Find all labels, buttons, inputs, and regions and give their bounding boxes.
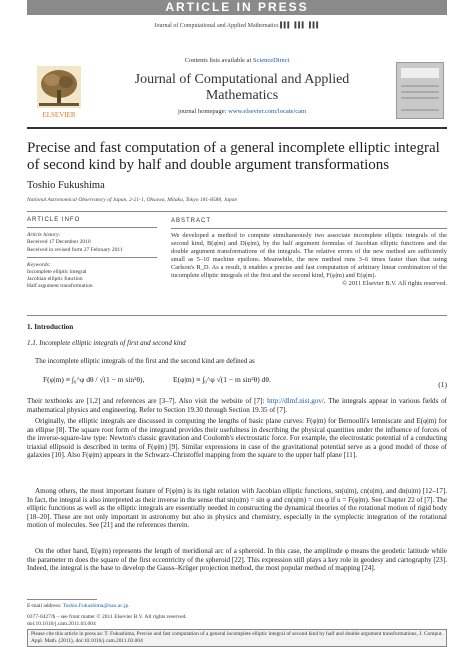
keyword-item: Jacobian elliptic function — [27, 276, 83, 283]
keyword-item: Incomplete elliptic integral — [27, 269, 87, 276]
barcode-icon: ▌▌▌ ▌▌▌ ▌▌▌ — [280, 22, 320, 29]
author-email-footnote — [27, 603, 130, 609]
received-date: Received 17 December 2010 — [27, 239, 91, 246]
body-paragraph: Originally, the elliptic integrals are discussed in computing the lengths of basic plane curves: F(φ|m) for Bernoulli's lemniscate and E(φ|m) for an ellipse [8]. The square root form of the integrand provides their usefulness in describing the physical quantities under the influence of forces of the inverse-square-law type: Newton's classic gravitation and Coulomb's electrostatic force. For example, the electrostatic potential of a conducting triaxial ellipsoid is described in terms of F(φ|m) [9]. Similar expressions in case of the gravitational potential serve as a good model of those of galaxies [10]. Also F(φ|m) appears in the Schwarz–Christoffel mapping from the square to the upper half plane [11]. — [27, 417, 447, 460]
homepage-link[interactable]: www.elsevier.com/locate/cam — [228, 108, 307, 115]
email-label: E-mail address: — [27, 603, 62, 609]
section-heading-introduction: 1. Introduction — [27, 323, 74, 331]
email-link[interactable]: Toshio.Fukushima@nao.ac.jp. — [62, 603, 130, 609]
article-in-press-banner: ARTICLE IN PRESS — [27, 0, 447, 15]
publication-info — [27, 614, 187, 628]
paragraph-text: . The integrals appear in various fields of mathematical physics and engineering. Refer to Section 19.30 through Section 19.35 of [7]. — [27, 397, 447, 414]
sciencedirect-link[interactable]: ScienceDirect — [252, 57, 290, 64]
header-divider — [27, 127, 447, 129]
body-paragraph — [27, 397, 447, 414]
paragraph-text: Their textbooks are [1,2] and references are [3–7]. Also visit the website of [7]: — [27, 397, 265, 405]
journal-header — [27, 57, 447, 120]
subsection-heading: 1.1. Incomplete elliptic integrals of first and second kind — [27, 339, 186, 347]
author-name: Toshio Fukushima — [27, 180, 105, 191]
equation-first-kind: F(φ|m) ≡ ∫₀^φ dθ / √(1 − m sin²θ), — [43, 375, 145, 384]
issn-line: 0377-0427/$ – see front matter © 2011 Elsevier B.V. All rights reserved. — [27, 614, 187, 620]
history-label: Article history: — [27, 232, 61, 239]
divider — [27, 315, 447, 316]
abstract-heading: ABSTRACT — [171, 218, 212, 224]
equation-second-kind: E(φ|m) ≡ ∫₀^φ √(1 − m sin²θ) dθ. — [173, 375, 271, 384]
intro-lead-paragraph: The incomplete elliptic integrals of the first and the second kind are defined as — [35, 357, 255, 365]
equation-1 — [27, 372, 447, 394]
doi-line[interactable]: doi:10.1016/j.cam.2011.03.004 — [27, 621, 96, 627]
citation-text: Please cite this article in press as: T. Fukushima, Precise and fast computation of a general incomplete elliptic integral of second kind by half and double argument transformations, J. Comput. Appl. Math. (2011), — [31, 631, 443, 644]
keywords-label: Keywords: — [27, 261, 51, 268]
journal-title[interactable]: Journal of Computational and Applied Mathematics — [134, 72, 350, 103]
homepage-prefix: journal homepage: — [177, 108, 227, 115]
body-paragraph: On the other hand, E(φ|m) represents the length of meridional arc of a spheroid. In this case, the amplitude φ means the geodetic latitude while the parameter m does the square of the first eccentricity of the spheroid [22]. This expression still plays a key role in geodesy and cartography [23]. Indeed, the integral is the base to develop the Gauss–Krüger projection method, the most popular method of mapping [24]. — [27, 547, 447, 573]
running-journal-name: Journal of Computational and Applied Mathematics — [154, 23, 279, 29]
journal-cover-thumbnail — [396, 62, 444, 119]
contents-prefix: Contents lists available at — [184, 57, 252, 64]
abstract-copyright: © 2011 Elsevier B.V. All rights reserved. — [342, 280, 447, 287]
elsevier-tree-logo — [31, 64, 87, 120]
keyword-item: Half argument transformation — [27, 283, 93, 290]
article-info-heading: ARTICLE INFO — [27, 217, 81, 223]
dlmf-link[interactable]: http://dlmf.nist.gov/ — [267, 397, 324, 405]
paper-title: Precise and fast computation of a general incomplete elliptic integral of second kind by half and double argument transformations — [27, 140, 440, 173]
contents-line — [27, 57, 447, 64]
revised-date: Received in revised form 27 February 2011 — [27, 246, 123, 253]
citation-box — [27, 629, 447, 647]
abstract-text: We developed a method to compute simultaneously two associate incomplete elliptic integrals of the second kind, B(φ|m) and D(φ|m), by the half argument formulas of Jacobian elliptic functions and the double argument transformations of the integrals. The relative errors of the new method are sufficiently small as 5–10 machine epsilons. Meanwhile, the new method runs 3–6 times faster than that using Carlson's R_D. As a result, it enables a precise and fast computation of arbitrary linear combination of the incomplete elliptic integrals of the first and the second kind, F(φ|m) and E(φ|m). — [171, 232, 447, 279]
publisher-name: ELSEVIER — [42, 111, 76, 119]
body-paragraph: Among others, the most important feature of F(φ|m) is its tight relation with Jacobian elliptic functions, sn(u|m), cn(u|m), and dn(u|m) [12–17]. In fact, the integral is also interpreted as their inverse in the sense that sn(u|m) = sin φ and cn(u|m) = cos φ if u = F(φ|m). See Chapter 22 of [7]. The elliptic functions as well as the elliptic integrals are essentially needed in constructing the dynamical theories of the rotational motion of rigid body [18–20]. These are not only important in astronomy but also in physics and chemistry, especially in the symplectic integration of the rotational motion of molecules. See [21] and the references therein. — [27, 487, 447, 530]
footnote-divider — [27, 599, 97, 600]
article-info-panel — [27, 217, 157, 291]
divider — [27, 211, 447, 212]
abstract-panel — [171, 217, 447, 288]
author-affiliation: National Astronomical Observatory of Japan, 2-21-1, Ohsawa, Mitaka, Tokyo 181-8588, Japan — [27, 197, 238, 203]
homepage-line — [97, 108, 387, 115]
citation-doi[interactable]: doi:10.1016/j.cam.2011.03.004 — [75, 638, 143, 644]
running-header — [0, 22, 474, 29]
equation-number: (1) — [438, 380, 447, 389]
